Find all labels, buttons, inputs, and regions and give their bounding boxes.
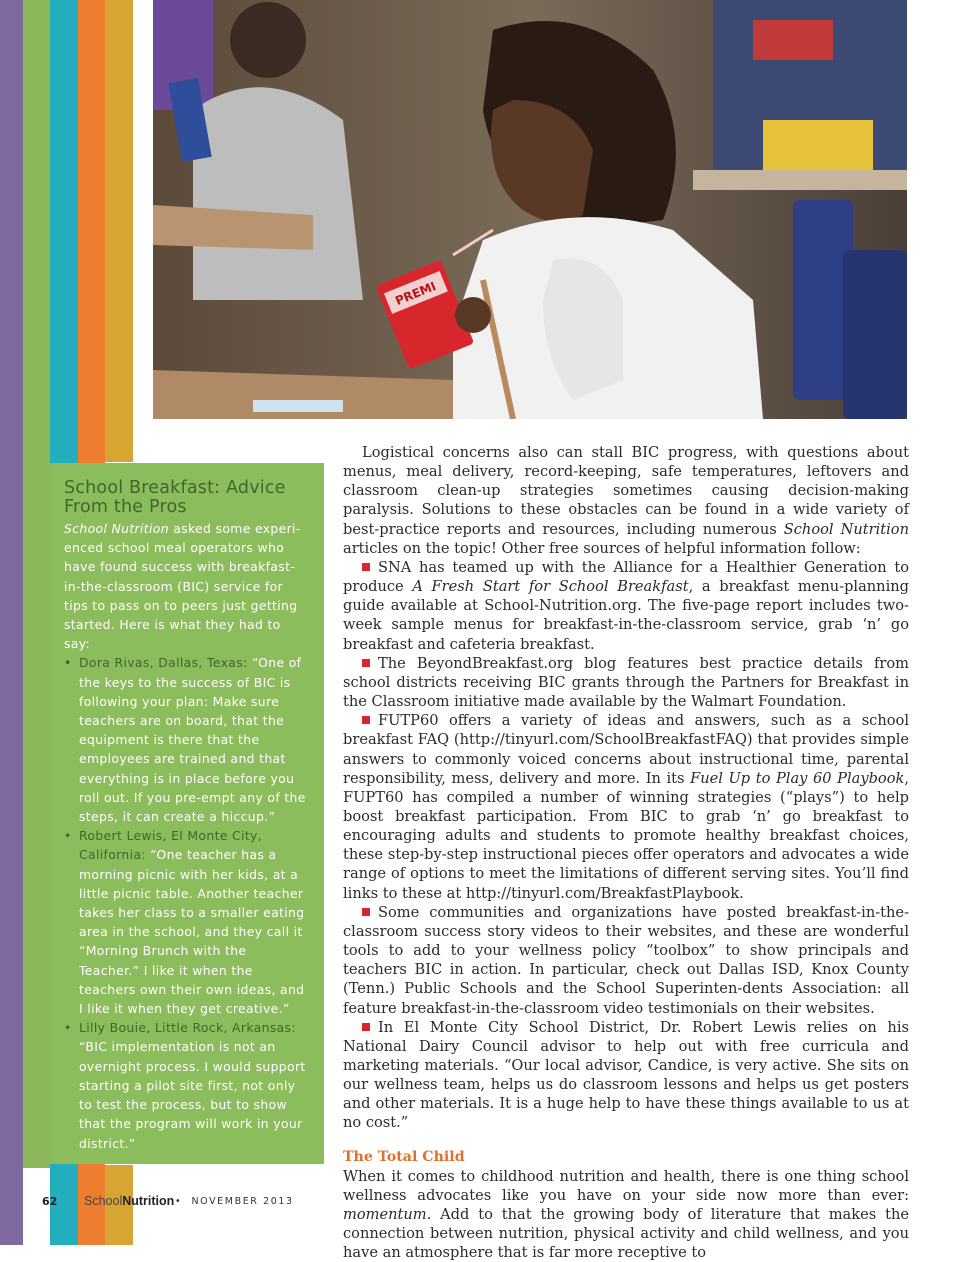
paragraph-emphasis: momentum [343, 1205, 427, 1223]
paragraph-text: Logistical concerns also can stall BIC progress, with questions about menus, meal delivery, record-keeping, safe temperatures, leftovers and classroom clean-up strategies sometimes causing decision-making paralysis. Solutions to these obstacles can be found in a wide variety of best-practice reports and resources, including numerous [343, 444, 909, 538]
sidebar-quotes [64, 653, 310, 1152]
paragraph-text: articles on the topic! Other free sources of helpful information follow: [343, 539, 861, 557]
red-square-bullet-icon [362, 659, 370, 667]
bullet-text: SNA has teamed up with the Alliance for a Healthier Generation to produce [343, 558, 909, 596]
classroom-photo-illustration [153, 0, 907, 419]
brand-light: School [84, 1194, 123, 1208]
red-square-bullet-icon [362, 563, 370, 571]
quote-text: “One teacher has a morning picnic with her kids, at a little picnic table. Another teacher takes her class to a smaller eating area in the school, and they call it “Morning Brunch with the Teacher.” I like it when the teachers own their own ideas, and I like it when they get creative.” [79, 847, 305, 1017]
sidebar-intro [64, 519, 310, 653]
page-number: 62 [42, 1195, 58, 1208]
article-body [343, 443, 909, 1262]
sidebar-title-line2: From the Pros [64, 497, 187, 517]
footer-bullet: • [175, 1196, 183, 1207]
page-footer [0, 1195, 400, 1215]
resource-bullet [343, 711, 909, 903]
resource-bullet [343, 558, 909, 654]
quote-attribution: Dora Rivas, Dallas, Texas: [79, 655, 248, 671]
issue-date [175, 1196, 294, 1207]
sidebar-intro-publication: School Nutrition [64, 521, 169, 536]
article-paragraph [343, 1167, 909, 1262]
quote-attribution: Lilly Bouie, Little Rock, Arkansas: [79, 1020, 296, 1036]
bullet-text: FUTP60 offers a variety of ideas and answers, such as a school breakfast FAQ (http://tinyurl.com/SchoolBreakfastFAQ) that provides simple answers to commonly voiced concerns about instructional time, parental responsibility, mess, delivery and more. In its [343, 712, 909, 787]
resource-bullet [343, 1018, 909, 1133]
red-square-bullet-icon [362, 908, 370, 916]
resource-bullet [343, 903, 909, 1018]
sidebar-quote [64, 826, 310, 1018]
paragraph-emphasis: School Nutrition [783, 520, 909, 538]
red-square-bullet-icon [362, 1023, 370, 1031]
bullet-emphasis: Fuel Up to Play 60 Playbook [690, 769, 905, 787]
carton-label: PREMI [393, 279, 439, 309]
sidebar-quote [64, 1018, 310, 1152]
classroom-photo [153, 0, 907, 419]
purple-stripe [0, 0, 23, 1168]
quote-attribution: Robert Lewis, El Monte City, California: [79, 828, 263, 863]
green-stripe [23, 0, 50, 1168]
article-paragraph [343, 443, 909, 558]
sidebar-quote [64, 653, 310, 826]
gold-stripe [105, 0, 133, 462]
sidebar-title-line1: School Breakfast: Advice [64, 478, 286, 498]
bullet-text: The BeyondBreakfast.org blog features best practice details from school districts receiving BIC grants through the Partners for Breakfast in the Classroom initiative made available by the Walmart Foundation. [343, 654, 909, 711]
bullet-text: In El Monte City School District, Dr. Robert Lewis relies on his National Dairy Council advisor to help out with free curricula and marketing materials. “Our local advisor, Candice, is very active. She sits on our wellness team, helps us do classroom lessons and helps us get posters and other materials. It is a huge help to have these things available to us at no cost.” [343, 1018, 909, 1132]
quote-text: “One of the keys to the success of BIC is following your plan: Make sure teachers are on board, that the equipment is there that the employees are trained and that everything is in place before you roll out. If you pre-empt any of the steps, it can create a hiccup.” [79, 655, 306, 825]
resource-bullet [343, 654, 909, 711]
bullet-text: , a breakfast menu-planning guide available at School-Nutrition.org. The five-page report includes two-week sample menus for breakfast-in-the-classroom service, grab ‘n’ go breakfast and cafeteria breakfast. [343, 578, 909, 653]
sidebar-title [64, 479, 310, 517]
paragraph-text: . Add to that the growing body of literature that makes the connection between nutrition, physical activity and child wellness, and you have an atmosphere that is far more receptive to [343, 1205, 909, 1262]
bullet-emphasis: A Fresh Start for School Breakfast [412, 578, 689, 596]
brand-bold: Nutrition [122, 1194, 175, 1208]
section-heading: The Total Child [343, 1148, 465, 1165]
advice-sidebar [50, 463, 324, 1164]
bullet-text: Some communities and organizations have posted breakfast-in-the-classroom success story videos to their websites, and these are wonderful tools to add to your wellness policy “toolbox” to show principals and teachers BIC in action. In particular, check out Dallas ISD, Knox County (Tenn.) Public Schools and the School Superinten-dents Association: all feature breakfast-in-the-classroom video testimonials on their websites. [343, 903, 909, 1017]
issue-label: NOVEMBER 2013 [191, 1196, 294, 1207]
red-square-bullet-icon [362, 716, 370, 724]
magazine-logo [84, 1194, 174, 1208]
paragraph-text: When it comes to childhood nutrition and health, there is one thing school wellness advocates like you have on your side now more than ever: [343, 1167, 909, 1204]
sidebar-intro-text: asked some experi-enced school meal operators who have found success with breakfast-in-the-classroom (BIC) service for tips to pass on to peers just getting started. Here is what they had to say: [64, 521, 301, 652]
quote-text: “BIC implementation is not an overnight process. I would support starting a pilot site first, not only to test the process, but to show that the program will work in your district.” [79, 1039, 306, 1151]
bullet-text: , FUPT60 has compiled a number of winning strategies (“plays”) to help boost breakfast participation. From BIC to grab ‘n’ go breakfast to encouraging adults and students to promote healthy breakfast choices, these step-by-step instructional pieces offer operators and advocates a wide range of options to meet the limitations of different serving sites. You’ll find links to these at http://tinyurl.com/BreakfastPlaybook. [343, 769, 909, 902]
